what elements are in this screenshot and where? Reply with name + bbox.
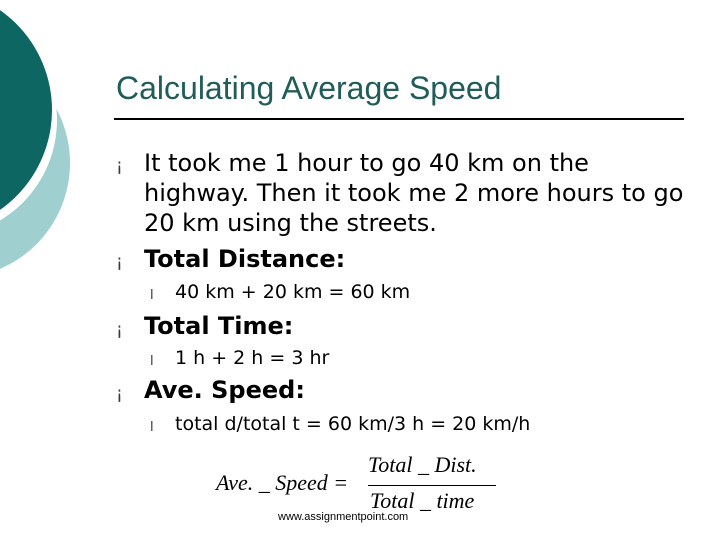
bullet-text-4: Ave. Speed: <box>144 376 305 404</box>
formula-numerator: Total _ Dist. <box>368 452 477 477</box>
bullet-marker: ¡ <box>116 252 123 272</box>
bullet-text-3: Total Time: <box>144 312 294 340</box>
bullet-text-2: Total Distance: <box>144 245 346 273</box>
sub-bullet-text-1: 40 km + 20 km = 60 km <box>175 281 411 303</box>
sub-bullet-text-3: total d/total t = 60 km/3 h = 20 km/h <box>175 413 531 435</box>
speed-formula <box>216 452 506 516</box>
fraction-bar <box>368 485 496 486</box>
formula-denominator: Total _ time <box>370 488 475 513</box>
footer-url[interactable]: www.assignmentpoint.com <box>278 511 409 523</box>
decorative-circles <box>0 0 80 300</box>
sub-bullet-marker: l <box>150 420 154 435</box>
title-underline <box>114 118 684 120</box>
sub-bullet-text-2: 1 h + 2 h = 3 hr <box>175 347 330 369</box>
bullet-marker: ¡ <box>116 156 123 176</box>
bullet-marker: ¡ <box>116 384 123 404</box>
slide-title: Calculating Average Speed <box>116 70 502 106</box>
formula-lhs: Ave. _ Speed = <box>216 470 349 495</box>
bullet-marker: ¡ <box>116 320 123 340</box>
bullet-text-1: It took me 1 hour to go 40 km on the highway. Then it took me 2 more hours to go 20 km using the streets. <box>144 149 684 237</box>
sub-bullet-marker: l <box>150 354 154 369</box>
sub-bullet-marker: l <box>150 288 154 303</box>
